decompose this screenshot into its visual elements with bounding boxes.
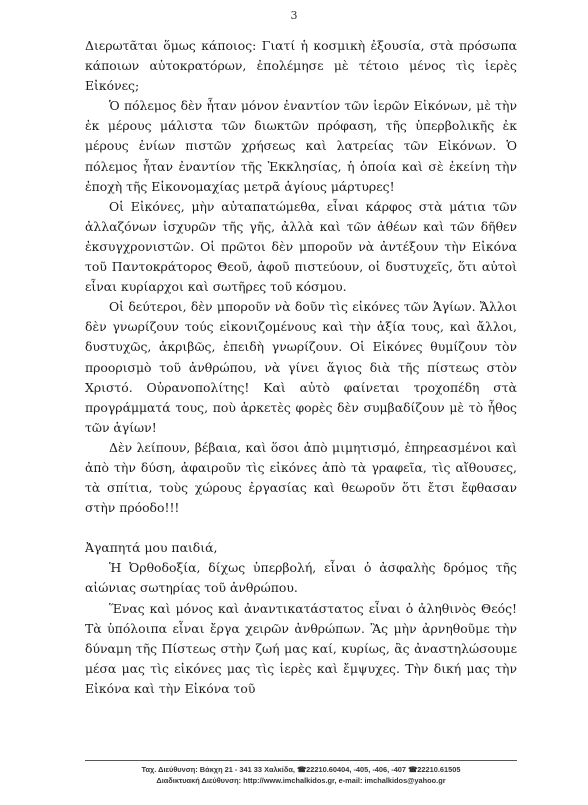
footer-web-contact: Διαδικτυακή Διεύθυνση: http://www.imchalkidos.gr, e-mail: imchalkidos@yahoo.gr bbox=[156, 776, 446, 785]
letterhead-footer bbox=[85, 760, 517, 786]
paragraph: Δὲν λείπουν, βέβαια, καὶ ὅσοι ἀπὸ μιμητισμό, ἐπηρεασμένοι καὶ ἀπὸ τὴν δύση, ἀφαιροῦν τὶς εἰκόνες ἀπὸ τὰ γραφεῖα, τὶς αἴθουσες, τὰ σπίτια, τοὺς χώρους ἐργασίας καὶ θεωροῦν ὅτι ἔτσι ἔφθασαν στὴν πρόοδο!!! bbox=[85, 439, 517, 516]
paragraph: Ἕνας καὶ μόνος καὶ ἀναντικατάστατος εἶναι ὁ ἀληθινὸς Θεός! Τὰ ὑπόλοιπα εἶναι ἔργα χειρῶν ἀνθρώπων. Ἂς μὴν ἀρνηθοῦμε τὴν δύναμη τῆς Πίστεως στὴν ζωή μας καί, κυρίως, ἂς ἀναστηλώσουμε μέσα μας τὶς εἰκόνες μας τὶς ἱερὲς καὶ ἔμψυχες. Τὴν δική μας τὴν Εἰκόνα καὶ τὴν Εἰκόνα τοῦ bbox=[85, 600, 517, 696]
salutation: Ἀγαπητά μου παιδιά, bbox=[85, 540, 218, 556]
paragraph-gap bbox=[85, 518, 517, 538]
paragraph: Ἡ Ὀρθοδοξία, δίχως ὑπερβολή, εἶναι ὁ ἀσφαλὴς δρόμος τῆς αἰώνιας σωτηρίας τοῦ ἀνθρώπου. bbox=[85, 560, 517, 596]
paragraph: Ὁ πόλεμος δὲν ἦταν μόνον ἐναντίον τῶν ἱερῶν Εἰκόνων, μὲ τὴν ἐκ μέρους μάλιστα τῶν διωκτῶν πρόφαση, τῆς ὑπερβολικῆς ἐκ μέρους ἐνίων πιστῶν χρήσεως καὶ λατρείας τῶν Εἰκόνων. Ὁ πόλεμος ἦταν ἐναντίον τῆς Ἐκκλησίας, ἡ ὁποία καὶ σὲ ἐκείνη τὴν ἐποχὴ τῆς Εἰκονομαχίας μετρᾶ ἁγίους μάρτυρες! bbox=[85, 98, 517, 194]
paragraph: Οἱ δεύτεροι, δὲν μποροῦν νὰ δοῦν τὶς εἰκόνες τῶν Ἁγίων. Ἄλλοι δὲν γνωρίζουν τούς εἰκονιζομένους καὶ τὴν ἀξία τους, καὶ ἄλλοι, δυστυχῶς, ἀκριβῶς, ἐπειδὴ γνωρίζουν. Οἱ Εἰκόνες θυμίζουν τὸν προορισμὸ τοῦ ἀνθρώπου, νὰ γίνει ἅγιος διὰ τῆς πίστεως στὸν Χριστό. Οὐρανοπολίτης! Καὶ αὐτὸ φαίνεται τροχοπέδη στὰ προγράμματά τους, ποὺ ἀρκετὲς φορὲς δὲν συμβαδίζουν μὲ τὸ ἦθος τῶν ἁγίων! bbox=[85, 299, 517, 435]
footer-address: Ταχ. Διεύθυνση: Βάκχη 21 - 341 33 Χαλκίδα, ☎22210.60404, -405, -406, -407 ☎22210.61505 bbox=[141, 765, 461, 774]
footer-divider bbox=[85, 760, 517, 761]
paragraph: Διερωτᾶται ὅμως κάποιος: Γιατί ἡ κοσμικὴ ἐξουσία, στὰ πρόσωπα κάποιων αὐτοκρατόρων, ἐπολέμησε μὲ τέτοιο μένος τὶς ἱερὲς Εἰκόνες; bbox=[85, 38, 517, 94]
page-number: 3 bbox=[290, 9, 298, 22]
letter-body bbox=[85, 36, 517, 699]
paragraph: Οἱ Εἰκόνες, μὴν αὐταπατώμεθα, εἶναι κάρφος στὰ μάτια τῶν ἀλλαζόνων ἰσχυρῶν τῆς γῆς, ἀλλὰ καὶ τῶν ἀθέων καὶ τῶν δῆθεν ἐκσυγχρονιστῶν. Οἱ πρῶτοι δὲν μποροῦν νὰ ἀντέξουν τὴν Εἰκόνα τοῦ Παντοκράτορος Θεοῦ, ἀφοῦ πιστεύουν, οἱ δυστυχεῖς, ὅτι αὐτοὶ εἶναι κυρίαρχοι καὶ σωτῆρες τοῦ κόσμου. bbox=[85, 198, 517, 295]
